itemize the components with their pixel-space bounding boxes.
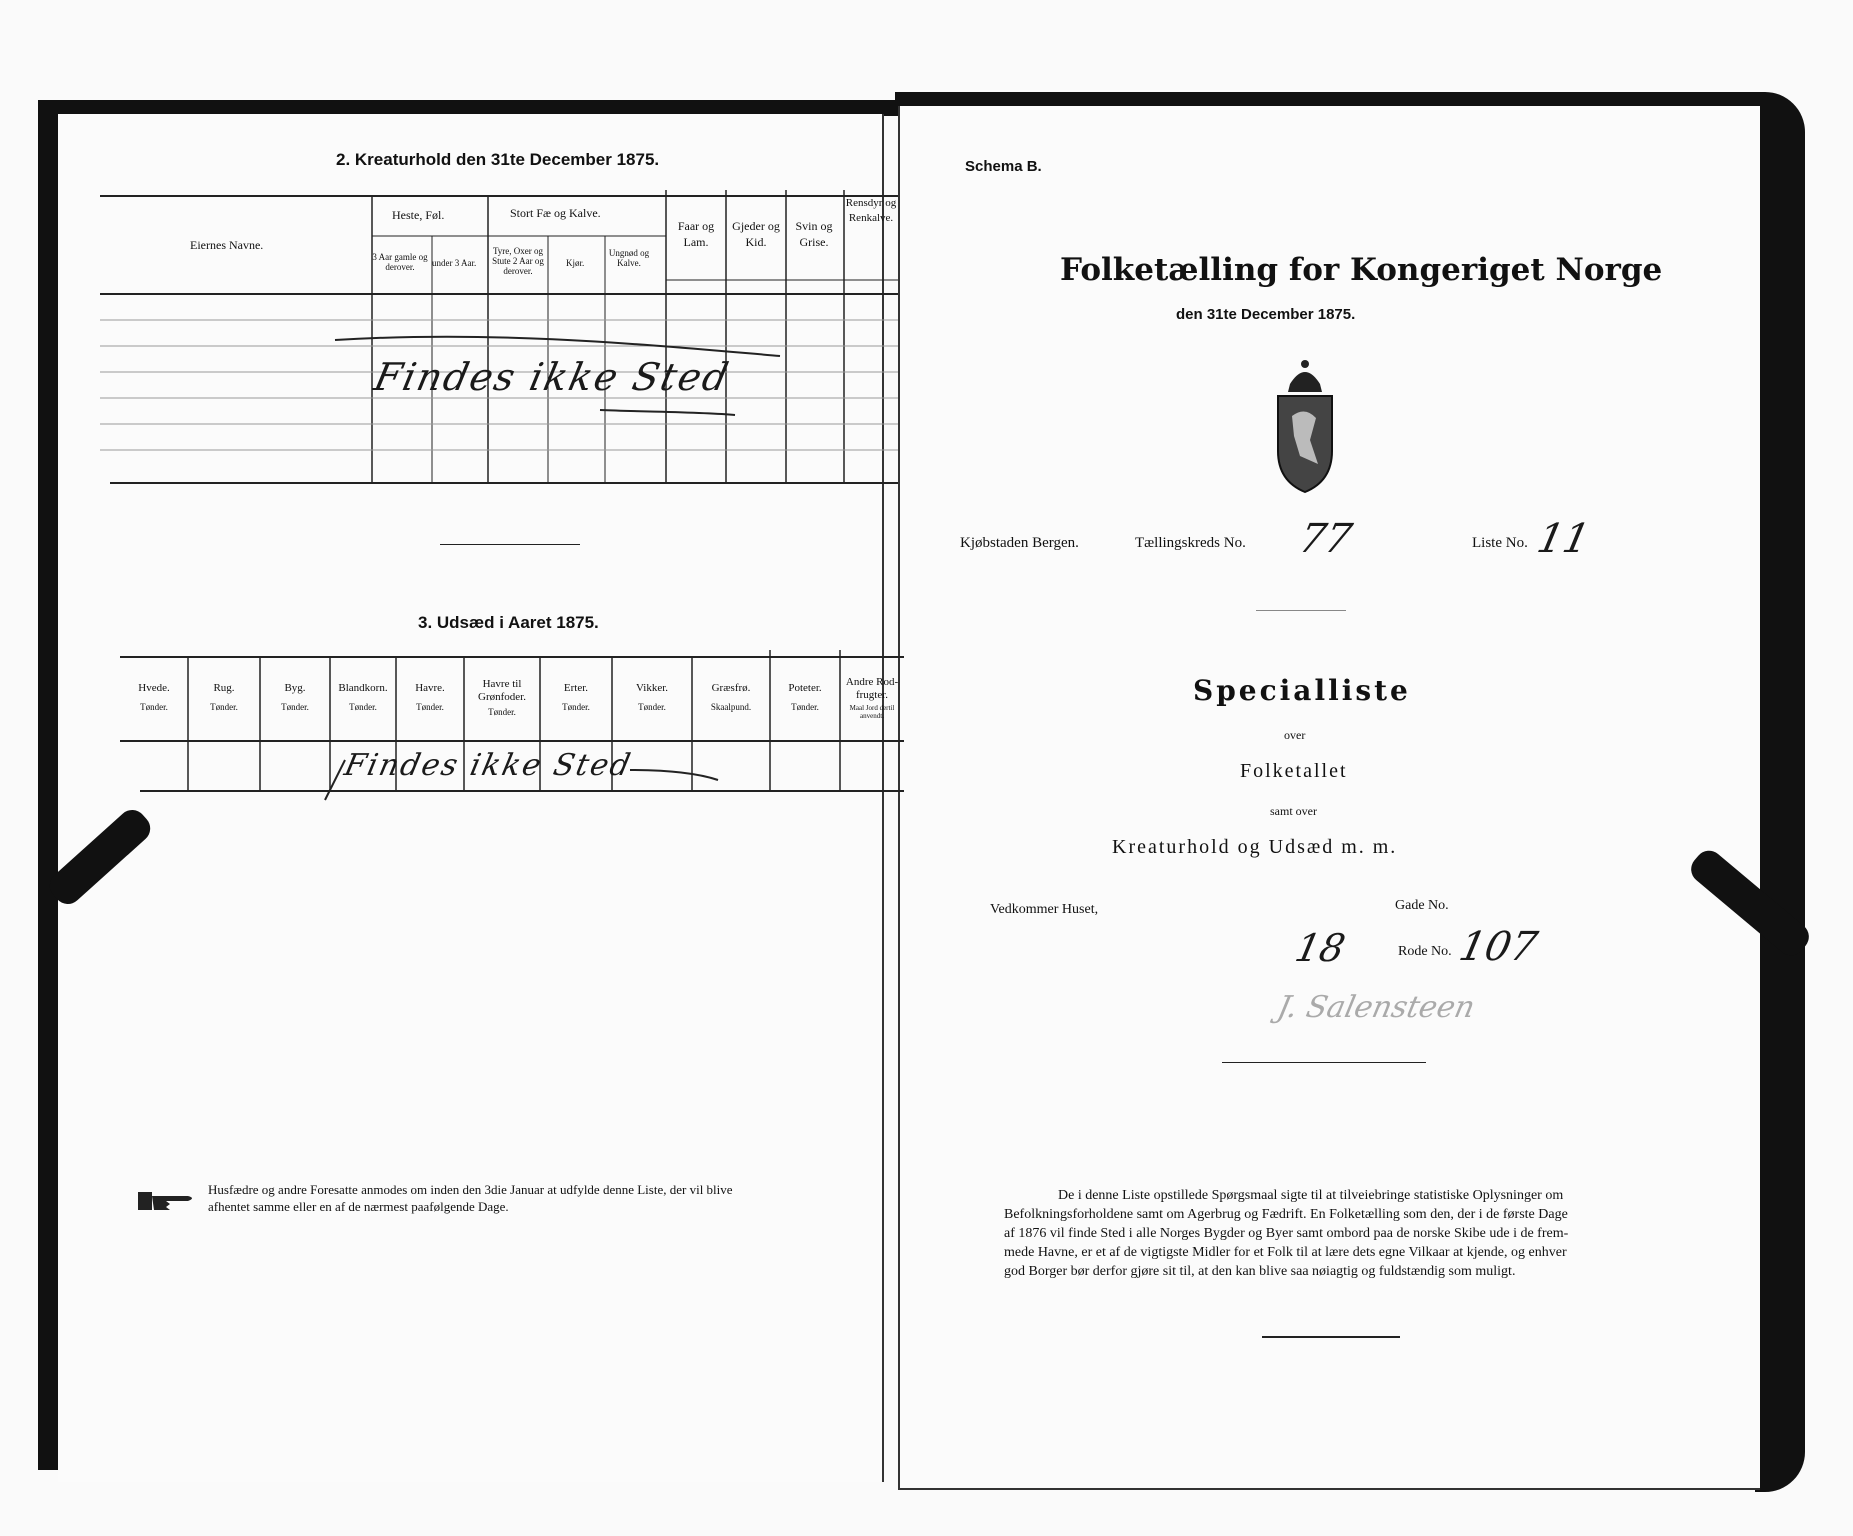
header-goats-text: Gjeder og Kid. (732, 219, 780, 249)
col-poteter-name: Poteter. (788, 682, 822, 694)
header-owner-names: Eiernes Navne. (190, 238, 264, 252)
col-rug-name: Rug. (213, 682, 235, 694)
col-poteter-unit: Tønder. (791, 702, 819, 712)
col-hvede-name: Hvede. (138, 682, 170, 694)
header-horses-under3: under 3 Aar. (432, 258, 477, 268)
section2-handwriting: Findes ikke Sted (370, 355, 734, 399)
col-havre-name: Havre. (415, 682, 445, 694)
col-byg-unit: Tønder. (281, 702, 309, 712)
section2-title: 2. Kreaturhold den 31te December 1875. (336, 150, 660, 169)
over-text-1: over (1284, 728, 1306, 742)
house-label: Vedkommer Huset, (990, 902, 1099, 917)
header-horses-3yr-text: 3 Aar gamle og derover. (372, 252, 428, 272)
section3-handwriting: Findes ikke Sted (341, 748, 636, 783)
info-line-3: af 1876 vil finde Sted i alle Norges Bygder og Byer samt ombord paa de norske Skibe ude i de frem- (1004, 1226, 1569, 1241)
col-havre-gron-unit: Tønder. (488, 706, 516, 717)
rode-label: Rode No. (1398, 944, 1452, 959)
header-cattle-cows: Kjør. (566, 258, 585, 268)
folketallet-heading: Folketallet (1240, 760, 1348, 782)
district-label: Tællingskreds No. (1135, 535, 1246, 551)
header-cattle-young-text: Ungnød og Kalve. (608, 248, 650, 268)
kreaturhold-heading: Kreaturhold og Udsæd m. m. (1112, 836, 1398, 858)
bottom-rule (1262, 1336, 1400, 1338)
col-havre-gron-name: Havre til Grønfoder. (478, 677, 526, 703)
list-label: Liste No. (1472, 535, 1528, 551)
info-line-5: god Borger bør derfor gjøre sit til, at den kan blive saa nøiagtig og fuldstændig som muligt. (1004, 1264, 1516, 1279)
district-value: 77 (1295, 516, 1356, 562)
census-title: Folketælling for Kongeriget Norge (1060, 252, 1663, 288)
footnote-line1: Husfædre og andre Foresatte anmodes om inden den 3die Januar at udfylde denne Liste, der vil blive (208, 1182, 733, 1197)
header-cattle-bulls-text: Tyre, Oxer og Stute 2 Aar og derover. (492, 246, 544, 276)
col-erter-unit: Tønder. (562, 702, 590, 712)
footnote-line2: afhentet samme eller en af de nærmest paafølgende Dage. (208, 1199, 509, 1214)
col-graesfro-unit: Skaalpund. (710, 702, 752, 712)
col-blandkorn-name: Blandkorn. (338, 682, 388, 694)
col-havre-unit: Tønder. (416, 702, 444, 712)
pointing-hand-icon (136, 1188, 198, 1214)
specialliste-heading: Specialliste (1193, 674, 1411, 707)
signature-rule (1222, 1062, 1426, 1063)
info-line-1: De i denne Liste opstillede Spørgsmaal sigte til at tilveiebringe statistiske Oplysninger om (1058, 1188, 1564, 1203)
info-line-4: mede Havne, er et af de vigtigste Midler for et Folk til at lære dets egne Vilkaar at kjende, og enhver (1004, 1245, 1567, 1260)
samt-over-text: samt over (1270, 804, 1317, 818)
col-vikker-unit: Tønder. (638, 702, 666, 712)
col-blandkorn-unit: Tønder. (349, 702, 377, 712)
rode-value: 107 (1455, 924, 1542, 970)
header-pigs-text: Svin og Grise. (795, 219, 833, 249)
info-paragraph (1004, 1186, 1568, 1281)
street-label: Gade No. (1395, 898, 1449, 913)
header-sheep-text: Faar og Lam. (677, 219, 715, 249)
city-label: Kjøbstaden Bergen. (960, 535, 1079, 551)
header-reindeer-text: Rensdyr og Renkalve. (845, 197, 897, 224)
col-rodfrugter-unit: Maal Jord dertil anvendt. (849, 704, 895, 720)
section3-title: 3. Udsæd i Aaret 1875. (418, 613, 599, 632)
signature: J. Salensteen (1274, 990, 1478, 1025)
list-value: 11 (1533, 516, 1594, 562)
col-byg-name: Byg. (284, 682, 306, 694)
col-graesfro-name: Græsfrø. (711, 682, 751, 694)
street-value: 18 (1291, 926, 1350, 970)
short-divider-1 (1256, 610, 1346, 611)
col-erter-name: Erter. (563, 682, 589, 694)
col-hvede-unit: Tønder. (140, 702, 168, 712)
coat-of-arms-icon (1270, 356, 1340, 494)
header-horses: Heste, Føl. (392, 208, 445, 222)
info-line-2: Befolkningsforholdene samt om Agerbrug og Fædrift. En Folketælling som den, der i de første Dage (1004, 1207, 1568, 1222)
col-rodfrugter-name: Andre Rod-frugter. (845, 676, 899, 701)
schema-label: Schema B. (965, 158, 1042, 175)
census-date: den 31te December 1875. (1176, 306, 1356, 323)
header-cattle: Stort Fæ og Kalve. (510, 206, 601, 220)
col-vikker-name: Vikker. (635, 682, 669, 694)
col-rug-unit: Tønder. (210, 702, 238, 712)
